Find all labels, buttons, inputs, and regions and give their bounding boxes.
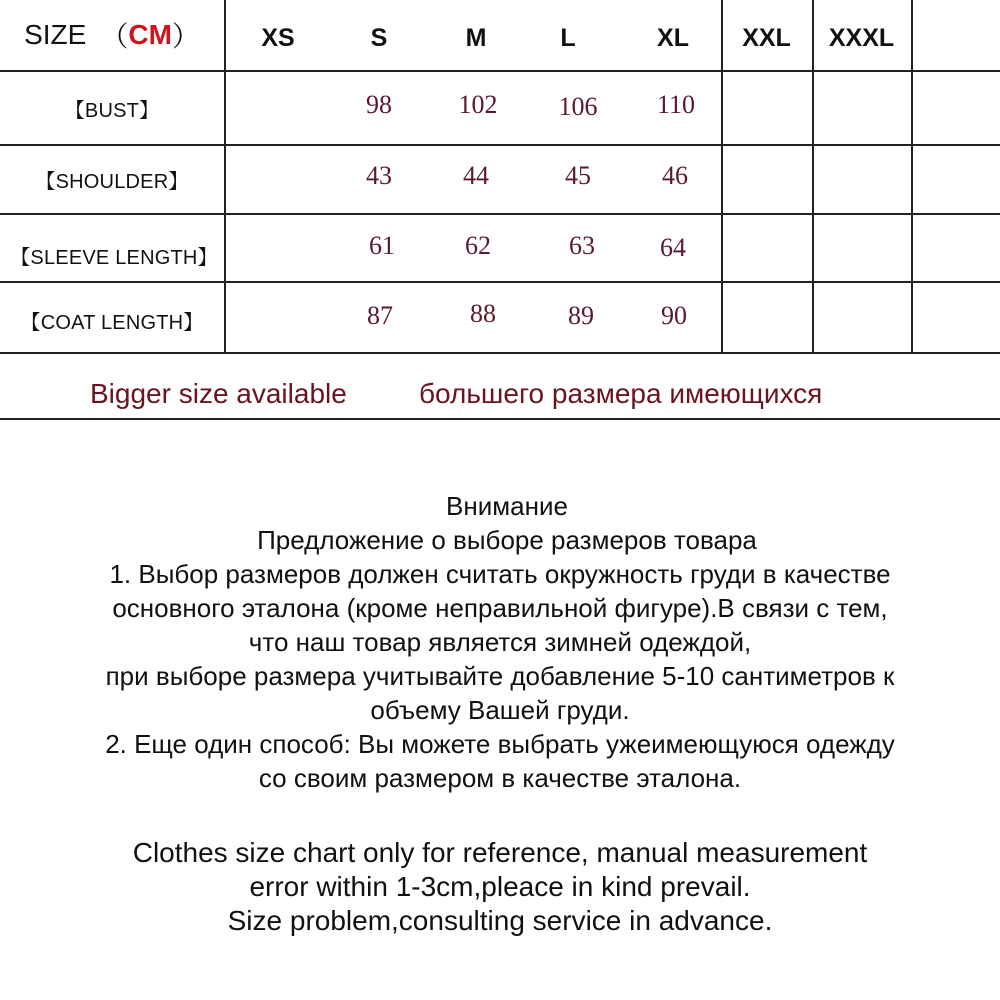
value-cell: 89 xyxy=(568,301,594,330)
size-unit: CM xyxy=(128,19,172,50)
sizing-advice-russian xyxy=(0,489,1000,795)
notes-line: что наш товар является зимней одеждой, xyxy=(248,627,752,657)
notes-line: error within 1-3cm,pleace in kind prevail. xyxy=(249,871,751,902)
value-cell: 98 xyxy=(366,90,392,119)
size-header-m: M xyxy=(465,23,487,52)
row-label-sleeve-length: 【SLEEVE LENGTH】 xyxy=(10,246,218,269)
value-cell: 63 xyxy=(569,231,595,260)
banner-russian: большего размера имеющихся xyxy=(419,378,823,409)
value-cell: 44 xyxy=(463,161,489,190)
size-header-xl: XL xyxy=(657,23,689,52)
value-cell: 43 xyxy=(366,161,392,190)
size-label: SIZE xyxy=(24,19,87,50)
value-cell: 87 xyxy=(367,301,393,330)
value-cell: 61 xyxy=(369,231,395,260)
notes-line: со своим размером в качестве эталона. xyxy=(258,763,742,793)
value-cell: 64 xyxy=(660,233,686,262)
value-cell: 110 xyxy=(656,90,696,119)
bigger-size-banner xyxy=(0,372,1000,416)
value-cell: 45 xyxy=(565,161,591,190)
value-cell: 88 xyxy=(470,299,496,328)
value-cell: 106 xyxy=(558,92,598,121)
size-header-xs: XS xyxy=(261,23,295,52)
size-header-xxxl: XXXL xyxy=(828,23,895,52)
size-unit-close: ） xyxy=(171,21,200,52)
notes-line: 1. Выбор размеров должен считать окружность груди в качестве xyxy=(109,559,891,589)
value-cell: 102 xyxy=(458,90,498,119)
table-rule xyxy=(0,418,1000,420)
notes-heading: Внимание xyxy=(446,491,568,521)
notes-line: Size problem,consulting service in advance. xyxy=(227,905,773,936)
notes-line: Предложение о выборе размеров товара xyxy=(257,525,757,555)
size-unit-header xyxy=(0,0,224,70)
banner-english: Bigger size available xyxy=(90,378,347,409)
table-column-rule xyxy=(911,0,913,354)
row-label-bust: 【BUST】 xyxy=(64,99,160,122)
size-header-xxl: XXL xyxy=(742,23,791,52)
row-label-coat-length: 【COAT LENGTH】 xyxy=(20,311,204,334)
notes-line: Clothes size chart only for reference, manual measurement xyxy=(132,837,868,868)
size-header-l: L xyxy=(560,23,576,52)
row-label-shoulder: 【SHOULDER】 xyxy=(35,171,189,193)
notes-line: основного эталона (кроме неправильной фигуре).В связи с тем, xyxy=(112,593,888,623)
table-column-rule xyxy=(224,0,226,354)
notes-line: при выборе размера учитывайте добавление 5-10 сантиметров к xyxy=(105,661,895,691)
notes-line: объему Вашей груди. xyxy=(370,695,630,725)
value-cell: 62 xyxy=(465,231,491,260)
value-cell: 90 xyxy=(661,301,687,330)
size-header-s: S xyxy=(370,23,388,52)
notes-line: 2. Еще один способ: Вы можете выбрать ужеимеющуюся одежду xyxy=(105,729,895,759)
size-unit-open: （ xyxy=(100,21,129,52)
sizing-advice-english xyxy=(0,836,1000,938)
value-cell: 46 xyxy=(662,161,688,190)
